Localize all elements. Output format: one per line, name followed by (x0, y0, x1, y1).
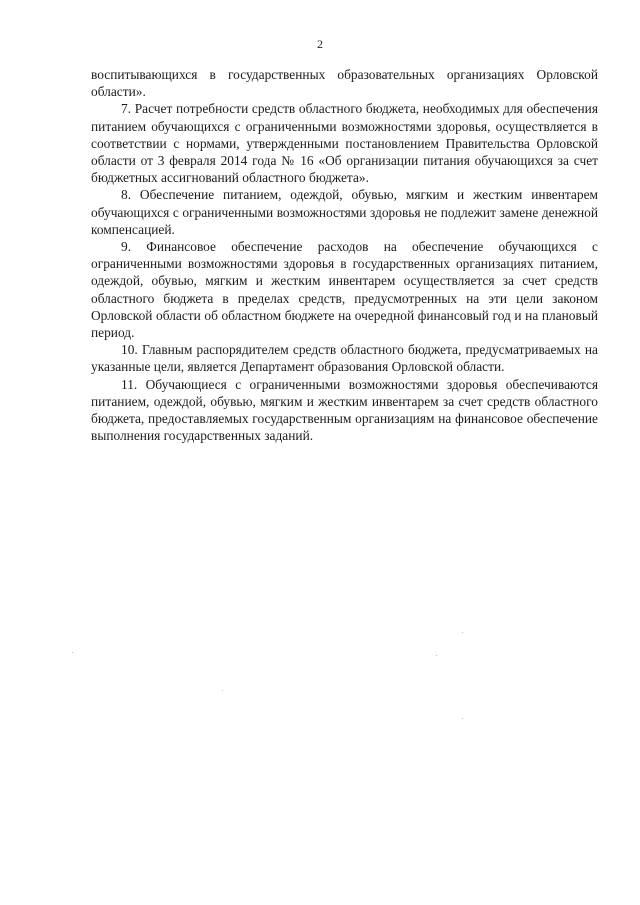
document-body (91, 66, 598, 444)
paragraph-7: 7. Расчет потребности средств областного бюджета, необходимых для обеспечения питанием обучающихся с ограниченными возможностями здоровья, осуществляется в соответствии с нормами, утвержденными постановлением Правительства Орловской области от 3 февраля 2014 года № 16 «Об организации питания обучающихся за счет бюджетных ассигнований областного бюджета». (91, 101, 598, 186)
scan-speck (462, 632, 463, 633)
page-number: 2 (317, 37, 323, 51)
scan-speck (436, 655, 437, 656)
scan-speck (222, 690, 223, 691)
scan-speck (72, 652, 73, 653)
paragraph-8: 8. Обеспечение питанием, одеждой, обувью, мягким и жестким инвентарем обучающихся с ограниченными возможностями здоровья не подлежит замене денежной компенсацией. (91, 187, 598, 237)
scan-speck (462, 718, 463, 719)
paragraph-11: 11. Обучающиеся с ограниченными возможностями здоровья обеспечиваются питанием, одеждой, обувью, мягким и жестким инвентарем за счет средств областного бюджета, предоставляемых государственным организациям на финансовое обеспечение выполнения государственных заданий. (91, 376, 598, 444)
paragraph-10: 10. Главным распорядителем средств областного бюджета, предусматриваемых на указанные цели, является Департамент образования Орловской области. (91, 342, 598, 375)
paragraph-9: 9. Финансовое обеспечение расходов на обеспечение обучающихся с ограниченными возможностями здоровья в государственных организациях питанием, одеждой, обувью, мягким и жестким инвентарем осуществляется за счет средств областного бюджета в пределах средств, предусмотренных на эти цели законом Орловской области об областном бюджете на очередной финансовый год и на плановый период. (91, 239, 598, 341)
paragraph-continuation: воспитывающихся в государственных образовательных организациях Орловской области». (91, 67, 598, 100)
